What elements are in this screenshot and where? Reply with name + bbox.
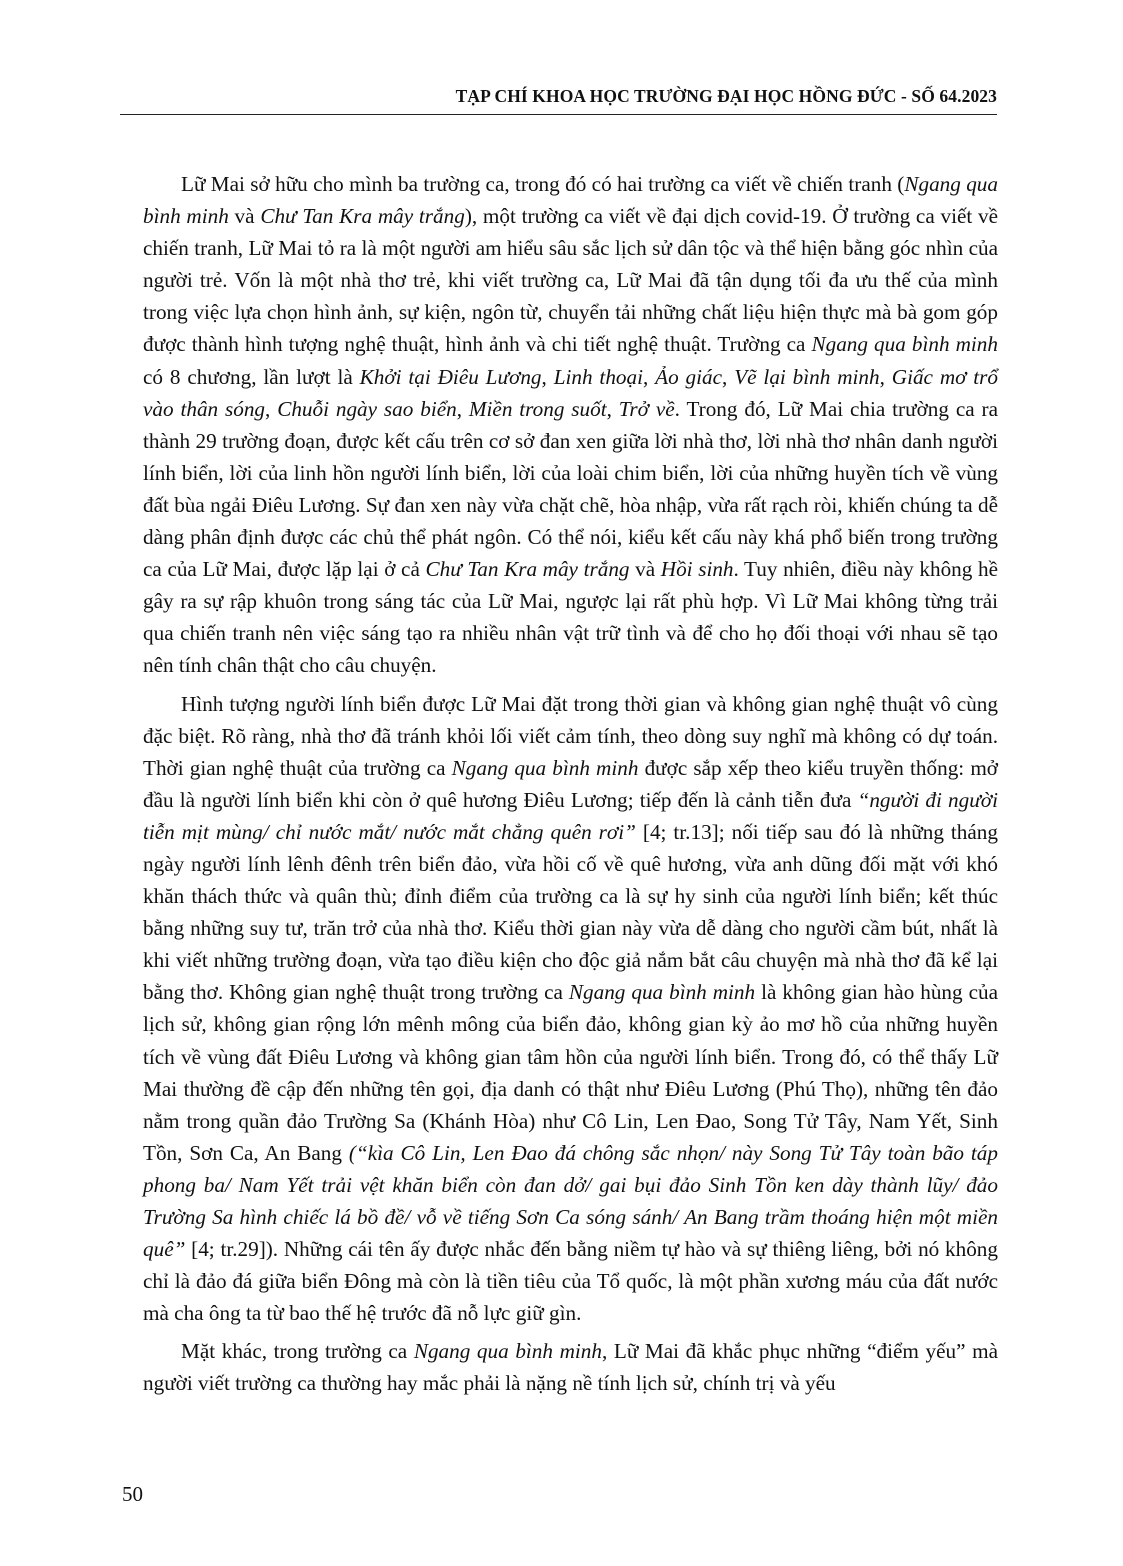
text-run: và (228, 204, 261, 229)
italic-run: Hồi sinh (660, 557, 734, 582)
italic-run: Khởi tại Điêu Lương (359, 364, 542, 389)
page-number: 50 (122, 1482, 143, 1506)
text-run: có 8 chương, lần lượt là (143, 364, 360, 389)
italic-run: Linh thoại (553, 364, 643, 389)
paragraph-3 (143, 1335, 998, 1399)
text-run: , (541, 364, 554, 389)
text-run: . Trong đó, Lữ Mai chia trường ca ra thành 29 trường đoạn, được kết cấu trên cơ sở đan xen giữa lời nhà thơ, lời nhà thơ nhân danh người lính biển, lời của linh hồn người lính biển, lời của loài chim biển, lời của những huyền tích về vùng đất bùa ngải Điêu Lương. Sự đan xen này vừa chặt chẽ, hòa nhập, vừa rất rạch ròi, khiến chúng ta dễ dàng phân định được các chủ thể phát ngôn. Có thể nói, kiểu kết cấu này khá phổ biến trong trường ca của Lữ Mai, được lặp lại ở cả (143, 396, 998, 582)
text-run: được sắp xếp theo kiểu truyền thống: mở đầu là người lính biển khi còn ở quê hương Điêu Lương; tiếp đến là cảnh tiễn đưa (143, 755, 998, 812)
paragraph-2 (143, 688, 998, 1330)
text-run: ), một trường ca viết về đại dịch covid-19. Ở trường ca viết về chiến tranh, Lữ Mai tỏ ra là một người am hiểu sâu sắc lịch sử dân tộc và thể hiện bằng góc nhìn của người trẻ. Vốn là một nhà thơ trẻ, khi viết trường ca, Lữ Mai đã tận dụng tối đa ưu thế của mình trong việc lựa chọn hình ảnh, sự kiện, ngôn từ, chuyển tải những chất liệu hiện thực mà bà gom góp được thành hình tượng nghệ thuật, hình ảnh và chi tiết nghệ thuật. Trường ca (143, 204, 998, 357)
text-run: , (456, 396, 469, 421)
text-run: , (265, 396, 278, 421)
text-run: [4; tr.13]; nối tiếp sau đó là những tháng ngày người lính lênh đênh trên biển đảo, vừa hồi cố về quê hương, vừa anh dũng đối mặt với khó khăn thách thức và quân thù; đỉnh điểm của trường ca là sự hy sinh của người lính biển; kết thúc bằng những suy tư, trăn trở của nhà thơ. Kiểu thời gian này vừa dễ dàng cho người cầm bút, nhất là khi viết những trường đoạn, vừa tạo điều kiện cho độc giả nắm bắt câu chuyện mà nhà thơ đã kể lại bằng thơ. Không gian nghệ thuật trong trường ca (143, 819, 998, 1005)
journal-header: TẠP CHÍ KHOA HỌC TRƯỜNG ĐẠI HỌC HỒNG ĐỨC - SỐ 64.2023 (455, 86, 997, 106)
italic-run: Ngang qua bình minh (413, 1339, 602, 1364)
italic-run: Ảo giác (655, 364, 723, 389)
italic-run: Chư Tan Kra mây trắng (260, 204, 465, 229)
text-run: , (722, 364, 735, 389)
text-run: , Lữ Mai đã khắc phục những “điểm yếu” mà người viết trường ca thường hay mắc phải là nặng nề tính lịch sử, chính trị và yếu (143, 1339, 998, 1396)
text-run: và (629, 557, 661, 582)
paragraph-1 (143, 168, 998, 682)
text-run: Mặt khác, trong trường ca (181, 1339, 414, 1364)
text-run: Hình tượng người lính biển được Lữ Mai đặt trong thời gian và không gian nghệ thuật vô cùng đặc biệt. Rõ ràng, nhà thơ đã tránh khỏi lối viết cảm tính, theo dòng suy nghĩ mà không có dự toán. Thời gian nghệ thuật của trường ca (143, 691, 998, 780)
italic-run: Ngang qua bình minh (143, 172, 998, 229)
italic-run: Giấc mơ trổ vào thân sóng (143, 364, 999, 421)
italic-run: Chuỗi ngày sao biển (277, 396, 457, 421)
italic-run: Chư Tan Kra mây trắng (425, 557, 630, 582)
italic-run: Miền trong suốt (468, 396, 607, 421)
text-run: Lữ Mai sở hữu cho mình ba trường ca, trong đó có hai trường ca viết về chiến tranh ( (181, 172, 905, 196)
article-body (143, 168, 998, 1400)
italic-run: Ngang qua bình minh (811, 332, 998, 357)
text-run: [4; tr.29]). Những cái tên ấy được nhắc đến bằng niềm tự hào và sự thiêng liêng, bởi nó không chỉ là đảo đá giữa biển Đông mà còn là tiền tiêu của Tổ quốc, là một phần xương máu của đất nước mà cha ông ta từ bao thế hệ trước đã nỗ lực giữ gìn. (143, 1237, 998, 1326)
text-run: là không gian hào hùng của lịch sử, không gian rộng lớn mênh mông của biển đảo, không gian kỳ ảo mơ hồ của những huyền tích về vùng đất Điêu Lương và không gian tâm hồn của người lính biển. Trong đó, có thể thấy Lữ Mai thường đề cập đến những tên gọi, địa danh có thật như Điêu Lương (Phú Thọ), những tên đảo nằm trong quần đảo Trường Sa (Khánh Hòa) như Cô Lin, Len Đao, Song Tử Tây, Nam Yết, Sinh Tồn, Sơn Ca, An Bang (143, 980, 998, 1165)
italic-run: Trở về (618, 396, 675, 421)
italic-run: Ngang qua bình minh (568, 980, 756, 1005)
text-run: , (606, 396, 619, 421)
italic-run: Vẽ lại bình minh (734, 364, 880, 389)
header-divider (120, 114, 997, 115)
text-run: . Tuy nhiên, điều này không hề gây ra sự rập khuôn trong sáng tác của Lữ Mai, ngược lại rất phù hợp. Vì Lữ Mai không từng trải qua chiến tranh nên việc sáng tạo ra nhiều nhân vật trữ tình và để cho họ đối thoại với nhau sẽ tạo nên tính chân thật cho câu chuyện. (143, 557, 998, 678)
italic-run: “người đi người tiễn mịt mùng/ chỉ nước mắt/ nước mắt chẳng quên rơi” (143, 787, 998, 844)
italic-run: (“kìa Cô Lin, Len Đao đá chông sắc nhọn/ này Song Tử Tây toàn bão táp phong ba/ Nam Yết trải vệt khăn biển còn đan dở/ gai bụi đảo Sinh Tồn ken dày thành lũy/ đảo Trường Sa hình chiếc lá bồ đề/ vỗ về tiếng Sơn Ca sóng sánh/ An Bang trầm thoáng hiện một miền quê” (143, 1140, 998, 1262)
text-run: , (879, 364, 892, 389)
text-run: , (642, 364, 656, 389)
italic-run: Ngang qua bình minh (451, 755, 639, 780)
